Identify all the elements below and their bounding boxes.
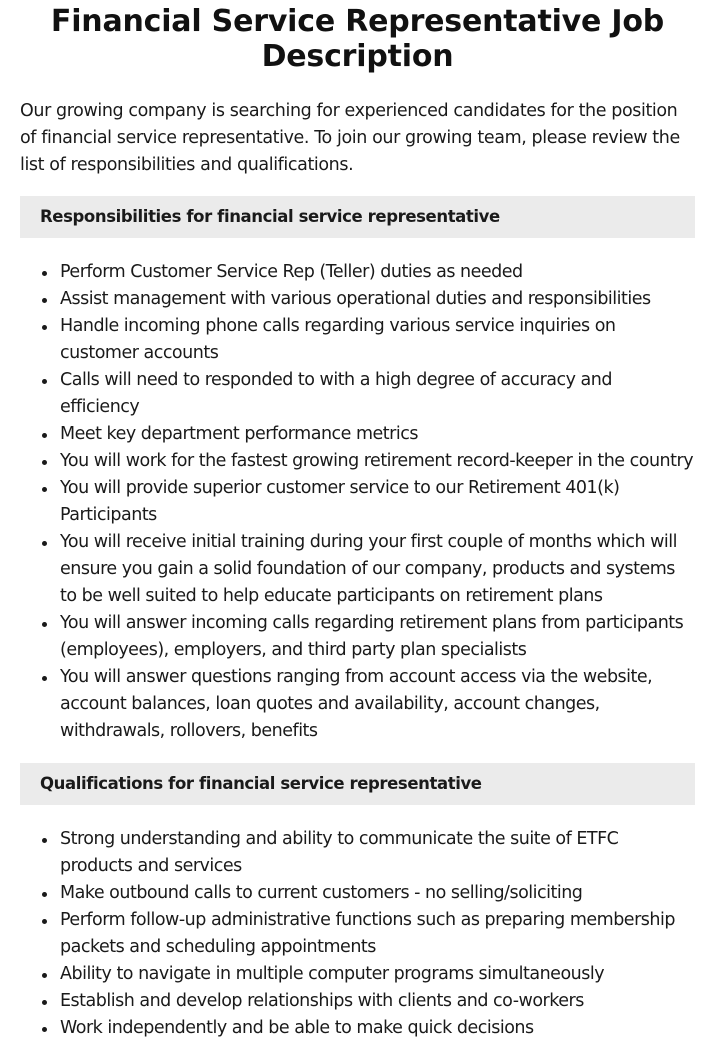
list-item: You will receive initial training during your first couple of months which will ensure you gain a solid foundation of our company, products and systems to be well suited to help educate participants on retirement plans [60, 529, 695, 610]
qualifications-heading: Qualifications for financial service representative [20, 763, 695, 805]
list-item: Assist management with various operational duties and responsibilities [60, 286, 695, 313]
list-item: Strong understanding and ability to communicate the suite of ETFC products and services [60, 826, 695, 880]
intro-paragraph: Our growing company is searching for experienced candidates for the position of financial service representative. To join our growing team, please review the list of responsibilities and qualifications. [20, 101, 680, 175]
list-item: Ability to navigate in multiple computer programs simultaneously [60, 961, 695, 988]
list-item: You will provide superior customer service to our Retirement 401(k) Participants [60, 475, 695, 529]
responsibilities-list [20, 259, 695, 745]
qualifications-list [20, 826, 695, 1042]
list-item: Perform Customer Service Rep (Teller) duties as needed [60, 259, 695, 286]
list-item: You will answer questions ranging from account access via the website, account balances, loan quotes and availability, account changes, withdrawals, rollovers, benefits [60, 664, 695, 745]
responsibilities-heading: Responsibilities for financial service representative [20, 196, 695, 238]
list-item: Meet key department performance metrics [60, 421, 695, 448]
list-item: Make outbound calls to current customers - no selling/soliciting [60, 880, 695, 907]
list-item: You will answer incoming calls regarding retirement plans from participants (employees), employers, and third party plan specialists [60, 610, 695, 664]
list-item: Perform follow-up administrative functions such as preparing membership packets and scheduling appointments [60, 907, 695, 961]
list-item: You will work for the fastest growing retirement record-keeper in the country [60, 448, 695, 475]
list-item: Calls will need to responded to with a high degree of accuracy and efficiency [60, 367, 695, 421]
list-item: Establish and develop relationships with clients and co-workers [60, 988, 695, 1015]
page-title: Financial Service Representative Job Description [50, 4, 665, 74]
list-item: Work independently and be able to make quick decisions [60, 1015, 695, 1042]
list-item: Handle incoming phone calls regarding various service inquiries on customer accounts [60, 313, 695, 367]
